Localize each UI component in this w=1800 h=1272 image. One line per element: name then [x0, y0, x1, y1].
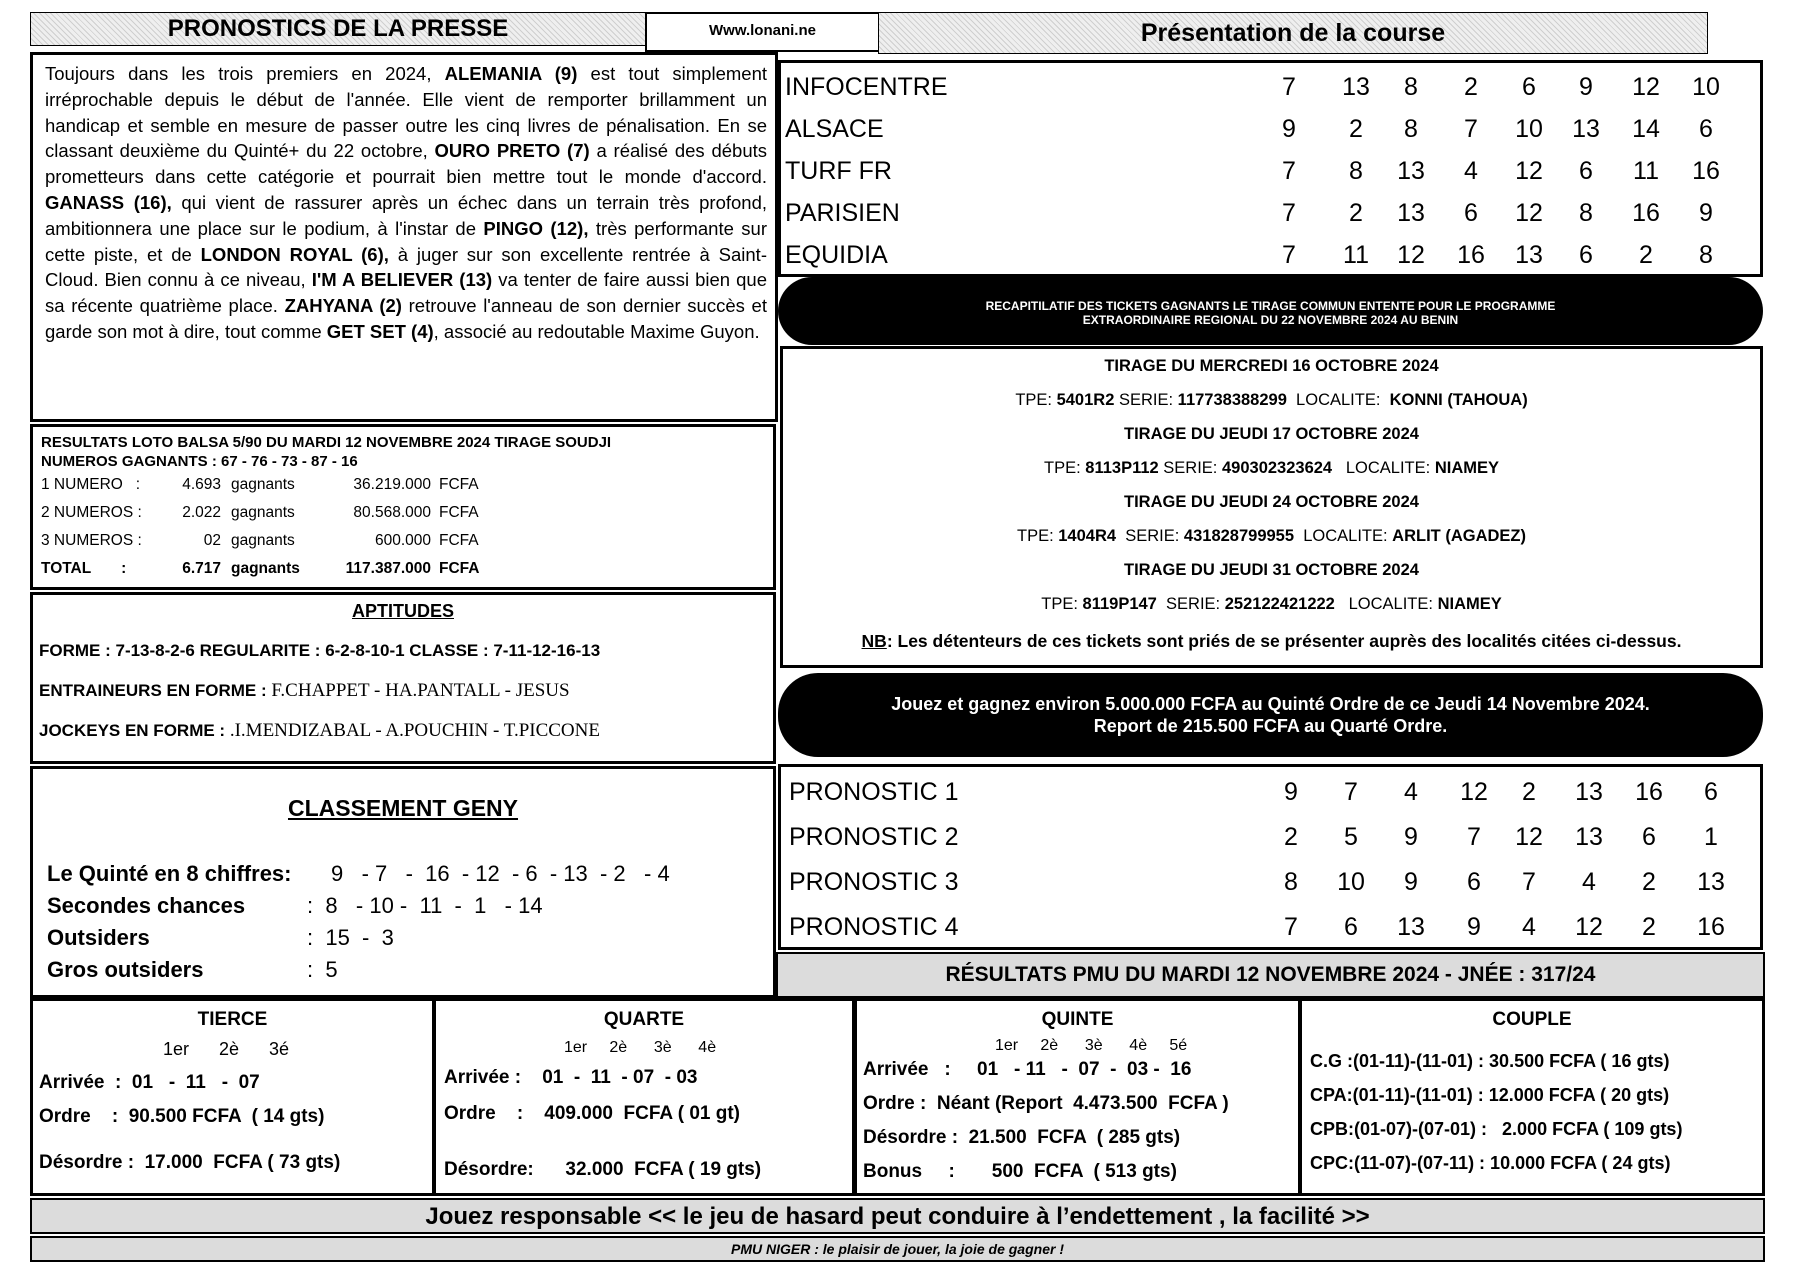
pick-number: 6 [1579, 241, 1593, 269]
pronostic-number: 4 [1522, 913, 1536, 941]
tpe-value: 5401R2 [1056, 391, 1115, 409]
serie-value: 117738388299 [1177, 391, 1287, 409]
pronostic-number: 6 [1344, 913, 1358, 941]
pick-number: 9 [1282, 115, 1296, 143]
geny-title: CLASSEMENT GENY [287, 795, 519, 821]
pick-number: 8 [1349, 157, 1363, 185]
pronostic-number: 10 [1337, 868, 1365, 896]
pronostic-number: 16 [1635, 778, 1663, 806]
quarte-ordre: Ordre : 409.000 FCFA ( 01 gt) [444, 1103, 740, 1124]
quarte-desordre: Désordre: 32.000 FCFA ( 19 gts) [444, 1159, 762, 1180]
quinte-ordre: Ordre : Néant (Report 4.473.500 FCFA ) [863, 1093, 1229, 1114]
quarte-places: 1er 2è 3è 4è [564, 1039, 717, 1056]
loto-row-amount: 117.387.000 [345, 560, 431, 577]
pick-number: 6 [1522, 73, 1536, 101]
nb-label: NB [861, 631, 887, 651]
pronostic-name: PRONOSTIC 1 [789, 778, 959, 806]
horse-name: GET SET (4) [326, 320, 434, 342]
pronostic-row [781, 816, 1760, 858]
pronostic-number: 13 [1575, 823, 1603, 851]
quinte-places: 1er 2è 3è 4è 5é [995, 1037, 1188, 1054]
article-text: très performante sur cette piste, et de [45, 217, 767, 265]
pronostic-number: 13 [1397, 913, 1425, 941]
pronostic-number: 7 [1284, 913, 1298, 941]
pronostic-number: 2 [1642, 868, 1656, 896]
loto-row-currency: FCFA [439, 476, 479, 493]
pick-number: 16 [1457, 241, 1485, 269]
pronostic-name: PRONOSTIC 2 [789, 823, 959, 851]
aptitudes-title: APTITUDES [351, 601, 454, 621]
pick-number: 11 [1633, 157, 1659, 185]
pronostic-number: 7 [1467, 823, 1481, 851]
draw-title: TIRAGE DU JEUDI 24 OCTOBRE 2024 [1124, 493, 1419, 511]
couple-box [1299, 998, 1765, 1196]
geny-row [47, 891, 773, 921]
pronostic-number: 13 [1697, 868, 1725, 896]
press-article-text [45, 61, 767, 345]
geny-row [47, 923, 773, 953]
pick-number: 6 [1464, 199, 1478, 227]
pick-number: 7 [1282, 241, 1296, 269]
jockeys-label: JOCKEYS EN FORME : [39, 721, 226, 740]
geny-row-label: Le Quinté en 8 chiffres: [47, 861, 292, 886]
pick-number: 6 [1699, 115, 1713, 143]
slogan-text: PMU NIGER : le plaisir de jouer, la joie de gagner ! [731, 1241, 1064, 1257]
press-title: PRONOSTICS DE LA PRESSE [167, 15, 509, 42]
results-title-bar [776, 952, 1765, 998]
press-header [30, 12, 646, 46]
slogan-banner [30, 1236, 1765, 1262]
couple-row: C.G :(01-11)-(11-01) : 30.500 FCFA ( 16 gts) [1310, 1051, 1670, 1071]
localite-label: LOCALITE: [1286, 391, 1390, 409]
press-source-name: PARISIEN [785, 199, 900, 227]
horse-name: LONDON ROYAL (6), [200, 243, 389, 265]
quinte-desordre: Désordre : 21.500 FCFA ( 285 gts) [863, 1127, 1181, 1148]
aptitudes-forme: FORME : 7-13-8-2-6 REGULARITE : 6-2-8-10-1 CLASSE : 7-11-12-16-13 [39, 641, 601, 660]
serie-label: SERIE: [1156, 595, 1225, 613]
loto-row-label: TOTAL : [41, 560, 127, 577]
website-link[interactable]: Www.lonani.ne [709, 22, 816, 39]
pronostic-row [781, 906, 1760, 948]
draw-title: TIRAGE DU JEUDI 31 OCTOBRE 2024 [1124, 561, 1419, 579]
quinte-bonus: Bonus : 500 FCFA ( 513 gts) [863, 1161, 1177, 1182]
pronostic-number: 1 [1704, 823, 1718, 851]
jackpot-line1: Jouez et gagnez environ 5.000.000 FCFA au Quinté Ordre de ce Jeudi 14 Novembre 2024. [891, 694, 1650, 714]
press-article [30, 52, 778, 422]
article-text: est tout simplement irréprochable depuis le début de l'année. Elle vient de remporter brillamment un handicap et semble en mesure de passer outre les cinq livres de pénalisation. En se classant deuxième du Quinté+ du 22 octobre, [45, 63, 767, 162]
geny-row-label: Gros outsiders [47, 957, 204, 982]
tierce-ordre: Ordre : 90.500 FCFA ( 14 gts) [39, 1106, 325, 1127]
geny-row-value: : 15 - 3 [307, 925, 394, 950]
pick-number: 14 [1632, 115, 1660, 143]
pronostic-row [781, 861, 1760, 903]
pick-number: 16 [1692, 157, 1720, 185]
serie-value: 252122421222 [1224, 595, 1335, 613]
loto-row-count: 02 [203, 532, 221, 549]
race-header [878, 12, 1708, 54]
tpe-value: 1404R4 [1058, 527, 1117, 545]
couple-row: CPC:(11-07)-(07-11) : 10.000 FCFA ( 24 gts) [1310, 1153, 1671, 1173]
pronostic-number: 2 [1522, 778, 1536, 806]
tpe-value: 8113P112 [1085, 459, 1159, 477]
trainers-label: ENTRAINEURS EN FORME : [39, 681, 267, 700]
pick-number: 13 [1515, 241, 1543, 269]
serie-value: 431828799955 [1183, 527, 1295, 545]
pronostic-number: 9 [1404, 868, 1418, 896]
geny-row [47, 859, 773, 889]
pronostic-number: 2 [1642, 913, 1656, 941]
geny-row-label: Secondes chances [47, 893, 246, 918]
pronostic-number: 12 [1460, 778, 1488, 806]
loto-row [41, 557, 765, 581]
press-pick-row [781, 151, 1760, 191]
press-source-name: TURF FR [785, 157, 892, 185]
pick-number: 9 [1579, 73, 1593, 101]
couple-row: CPA:(01-11)-(11-01) : 12.000 FCFA ( 20 gts) [1310, 1085, 1670, 1105]
localite-value: KONNI (TAHOUA) [1389, 391, 1528, 409]
loto-row [41, 529, 765, 553]
press-picks-table [778, 60, 1763, 277]
localite-label: LOCALITE: [1294, 527, 1393, 545]
article-text: a réalisé des débuts prometteurs dans cette catégorie et pourrait bien mettre tout le monde d'accord. [45, 140, 767, 188]
pick-number: 2 [1349, 199, 1363, 227]
draw-ticket-line [783, 391, 1760, 410]
serie-label: SERIE: [1114, 391, 1178, 409]
recap-banner [778, 277, 1763, 345]
press-source-name: EQUIDIA [785, 241, 888, 269]
pronostic-number: 6 [1642, 823, 1656, 851]
draw-title: TIRAGE DU MERCREDI 16 OCTOBRE 2024 [1104, 357, 1439, 375]
loto-row-amount: 36.219.000 [353, 476, 431, 493]
recap-banner-line2: EXTRAORDINAIRE REGIONAL DU 22 NOVEMBRE 2024 AU BENIN [1082, 313, 1459, 327]
loto-row-unit: gagnants [231, 560, 300, 577]
loto-row-count: 4.693 [182, 476, 221, 493]
draw-title: TIRAGE DU JEUDI 17 OCTOBRE 2024 [1124, 425, 1419, 443]
aptitudes-trainers [39, 680, 570, 702]
draw-ticket-line [783, 595, 1760, 614]
localite-value: ARLIT (AGADEZ) [1392, 527, 1526, 545]
aptitudes-jockeys [39, 720, 600, 742]
localite-value: NIAMEY [1437, 595, 1502, 613]
draw-ticket-line [783, 459, 1760, 478]
pronostic-number: 2 [1284, 823, 1298, 851]
loto-row-count: 6.717 [182, 560, 221, 577]
pick-number: 13 [1572, 115, 1600, 143]
tpe-label: TPE: [1016, 527, 1059, 545]
pick-number: 10 [1515, 115, 1543, 143]
loto-row-amount: 80.568.000 [353, 504, 431, 521]
localite-label: LOCALITE: [1334, 595, 1438, 613]
tpe-value: 8119P147 [1082, 595, 1157, 613]
serie-label: SERIE: [1158, 459, 1222, 477]
tpe-label: TPE: [1044, 459, 1086, 477]
couple-row: CPB:(01-07)-(07-01) : 2.000 FCFA ( 109 gts) [1310, 1119, 1683, 1139]
quarte-arrivee: Arrivée : 01 - 11 - 07 - 03 [444, 1067, 698, 1088]
quinte-title: QUINTE [1041, 1009, 1114, 1030]
pick-number: 11 [1343, 241, 1369, 269]
pick-number: 8 [1699, 241, 1713, 269]
pronostic-number: 12 [1515, 823, 1543, 851]
geny-row [47, 955, 773, 985]
loto-row-currency: FCFA [439, 532, 479, 549]
pronostic-name: PRONOSTIC 3 [789, 868, 959, 896]
press-pick-row [781, 193, 1760, 233]
loto-title: RESULTATS LOTO BALSA 5/90 DU MARDI 12 NOVEMBRE 2024 TIRAGE SOUDJI [41, 434, 612, 451]
article-text: à juger sur son excellente rentrée à Saint-Cloud. Bien connu à ce niveau, [45, 243, 767, 291]
pick-number: 2 [1349, 115, 1363, 143]
pronostics-table [778, 764, 1763, 950]
pick-number: 8 [1579, 199, 1593, 227]
geny-row-value: : 8 - 10 - 11 - 1 - 14 [307, 893, 543, 918]
pronostic-row [781, 771, 1760, 813]
geny-box [30, 766, 776, 998]
serie-label: SERIE: [1116, 527, 1184, 545]
pronostic-number: 8 [1284, 868, 1298, 896]
pick-number: 13 [1342, 73, 1370, 101]
loto-winning-numbers: NUMEROS GAGNANTS : 67 - 76 - 73 - 87 - 16 [41, 453, 358, 470]
results-title: RÉSULTATS PMU DU MARDI 12 NOVEMBRE 2024 - JNÉE : 317/24 [945, 963, 1596, 986]
article-text: Toujours dans les trois premiers en 2024, [45, 63, 445, 84]
pick-number: 2 [1639, 241, 1653, 269]
aptitudes-box [30, 592, 776, 764]
quinte-box [854, 998, 1301, 1196]
geny-row-label: Outsiders [47, 925, 150, 950]
quarte-title: QUARTE [603, 1009, 685, 1030]
couple-title: COUPLE [1492, 1009, 1572, 1030]
pick-number: 9 [1699, 199, 1713, 227]
localite-value: NIAMEY [1434, 459, 1499, 477]
horse-name: ZAHYANA (2) [284, 295, 402, 317]
loto-row-unit: gagnants [231, 504, 295, 521]
pick-number: 6 [1579, 157, 1593, 185]
race-title: Présentation de la course [1140, 19, 1446, 47]
pick-number: 2 [1464, 73, 1478, 101]
recap-note [783, 631, 1760, 652]
pick-number: 12 [1515, 199, 1543, 227]
pick-number: 7 [1464, 115, 1478, 143]
quarte-box [433, 998, 855, 1196]
jackpot-line2: Report de 215.500 FCFA au Quarté Ordre. [1093, 716, 1448, 736]
pronostic-number: 9 [1404, 823, 1418, 851]
pronostic-number: 7 [1344, 778, 1358, 806]
jackpot-banner [778, 673, 1763, 757]
loto-row-unit: gagnants [231, 476, 295, 493]
press-pick-row [781, 67, 1760, 107]
loto-results [30, 424, 776, 590]
loto-row-label: 1 NUMERO : [41, 476, 141, 493]
responsible-text: Jouez responsable << le jeu de hasard peut conduire à l’endettement , la facilité >> [425, 1203, 1370, 1230]
pick-number: 8 [1404, 73, 1418, 101]
pronostic-number: 4 [1404, 778, 1418, 806]
tierce-title: TIERCE [197, 1009, 268, 1030]
horse-name: OURO PRETO (7) [434, 140, 590, 162]
article-text: qui vient de rassurer après un échec dans un terrain très profond, ambitionnera une place sur le podium, à l'instar de [45, 191, 768, 239]
pick-number: 7 [1282, 73, 1296, 101]
tierce-arrivee: Arrivée : 01 - 11 - 07 [39, 1072, 260, 1093]
tierce-desordre: Désordre : 17.000 FCFA ( 73 gts) [39, 1152, 341, 1173]
pronostic-number: 13 [1575, 778, 1603, 806]
loto-row-count: 2.022 [182, 504, 221, 521]
loto-row-label: 2 NUMEROS : [41, 504, 142, 521]
loto-row-label: 3 NUMEROS : [41, 532, 142, 549]
pronostic-number: 4 [1582, 868, 1596, 896]
horse-name: I'M A BELIEVER (13) [311, 269, 493, 291]
article-text: , associé au redoutable Maxime Guyon. [433, 320, 760, 342]
pick-number: 12 [1515, 157, 1543, 185]
press-source-name: INFOCENTRE [785, 73, 948, 101]
horse-name: PINGO (12), [483, 217, 589, 239]
loto-row [41, 501, 765, 525]
serie-value: 490302323624 [1221, 459, 1333, 477]
pick-number: 13 [1397, 199, 1425, 227]
geny-row-value: : 5 [307, 957, 338, 982]
pronostic-number: 5 [1344, 823, 1358, 851]
website-box [645, 12, 880, 52]
pronostic-number: 6 [1704, 778, 1718, 806]
loto-row-currency: FCFA [439, 560, 480, 577]
pick-number: 12 [1397, 241, 1425, 269]
localite-label: LOCALITE: [1332, 459, 1435, 477]
loto-row-amount: 600.000 [374, 532, 431, 549]
horse-name: GANASS (16), [45, 191, 172, 213]
pick-number: 7 [1282, 157, 1296, 185]
pronostic-name: PRONOSTIC 4 [789, 913, 959, 941]
press-source-name: ALSACE [785, 115, 884, 143]
pronostic-number: 9 [1467, 913, 1481, 941]
pronostic-number: 6 [1467, 868, 1481, 896]
pick-number: 7 [1282, 199, 1296, 227]
pick-number: 8 [1404, 115, 1418, 143]
horse-name: ALEMANIA (9) [444, 63, 578, 84]
tpe-label: TPE: [1041, 595, 1083, 613]
responsible-banner [30, 1198, 1765, 1234]
nb-text: : Les détenteurs de ces tickets sont priés de se présenter auprès des localités citées ci-dessus. [886, 631, 1682, 651]
press-pick-row [781, 109, 1760, 149]
trainers-value: F.CHAPPET - HA.PANTALL - JESUS [266, 680, 570, 701]
loto-row-unit: gagnants [231, 532, 295, 549]
recap-banner-line1: RECAPITILATIF DES TICKETS GAGNANTS LE TIRAGE COMMUN ENTENTE POUR LE PROGRAMME [985, 299, 1556, 313]
draw-ticket-line [783, 527, 1760, 546]
recap-draws [780, 346, 1763, 668]
loto-row-currency: FCFA [439, 504, 479, 521]
tpe-label: TPE: [1015, 391, 1057, 409]
jockeys-value: .I.MENDIZABAL - A.POUCHIN - T.PICCONE [225, 720, 600, 741]
pick-number: 4 [1464, 157, 1478, 185]
pick-number: 16 [1632, 199, 1660, 227]
pick-number: 10 [1692, 73, 1720, 101]
pick-number: 12 [1632, 73, 1660, 101]
loto-row [41, 473, 765, 497]
pronostic-number: 16 [1697, 913, 1725, 941]
article-text: retrouve l'anneau de son dernier succès et garde son mot à dire, tout comme [45, 295, 767, 342]
quinte-arrivee: Arrivée : 01 - 11 - 07 - 03 - 16 [863, 1059, 1192, 1080]
tierce-places: 1er 2è 3é [163, 1039, 290, 1059]
pronostic-number: 7 [1522, 868, 1536, 896]
pronostic-number: 12 [1575, 913, 1603, 941]
pick-number: 13 [1397, 157, 1425, 185]
pronostic-number: 9 [1284, 778, 1298, 806]
article-text: va tenter de faire aussi bien que sa récente quatrième place. [45, 269, 768, 317]
press-pick-row [781, 235, 1760, 275]
tierce-box [30, 998, 435, 1196]
geny-row-value: 9 - 7 - 16 - 12 - 6 - 13 - 2 - 4 [331, 861, 670, 886]
